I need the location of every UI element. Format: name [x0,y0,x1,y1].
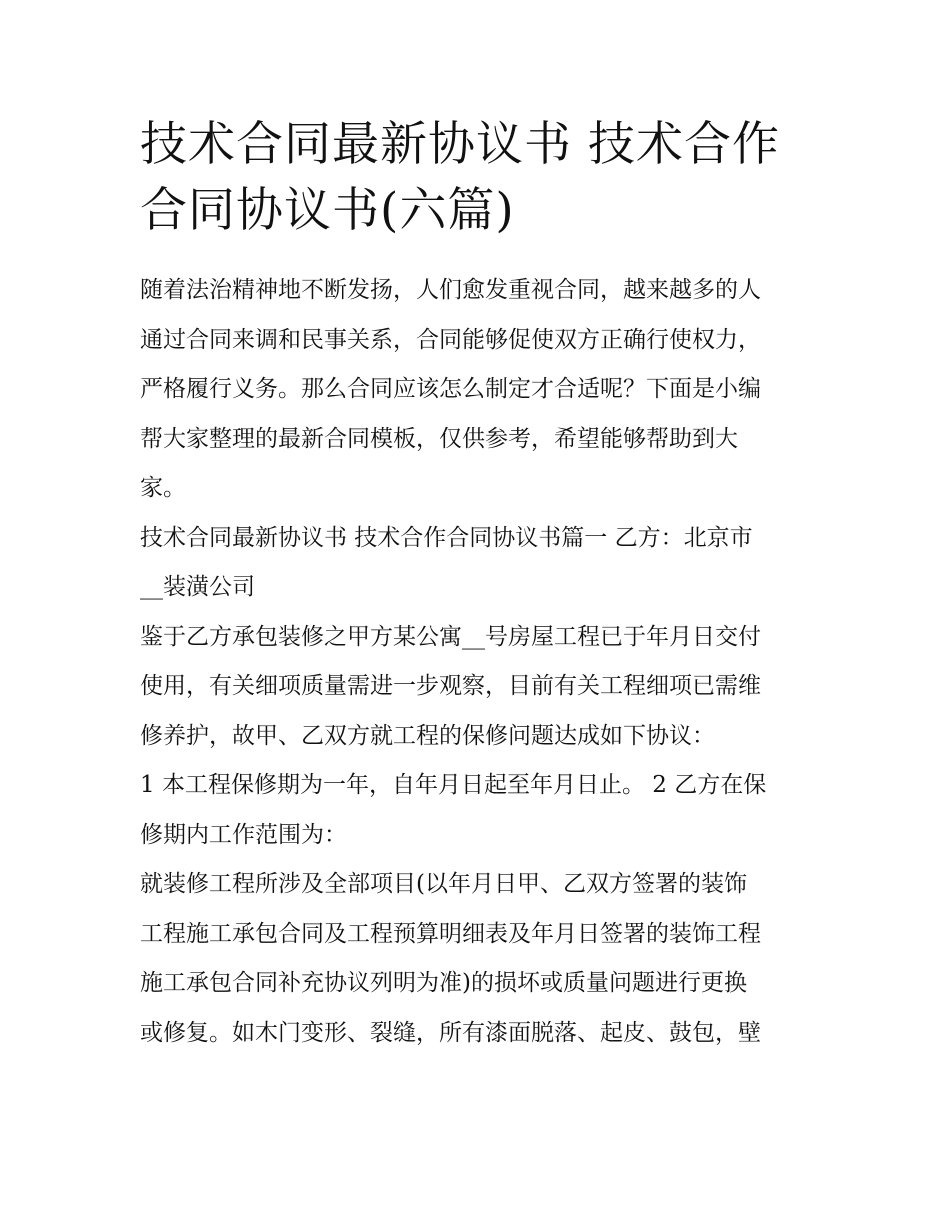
text-line: 帮大家整理的最新合同模板，仅供参考，希望能够帮助到大 [140,425,738,452]
title-line: 合同协议书(六篇) [140,183,515,238]
text-line: 或修复。如木门变形、裂缝，所有漆面脱落、起皮、鼓包，壁 [140,1019,761,1046]
text-line: 严格履行义务。那么合同应该怎么制定才合适呢？下面是小编 [140,376,761,402]
paragraph-scope [140,860,812,1058]
text-line: 就装修工程所涉及全部项目(以年月日甲、乙双方签署的装饰 [140,871,747,897]
text-line: 随着法治精神地不断发扬，人们愈发重视合同，越来越多的人 [140,277,761,303]
paragraph-intro [140,266,812,514]
text-line: 施工承包合同补充协议列明为准)的损坏或质量问题进行更换 [140,970,747,996]
text-line: 鉴于乙方承包装修之甲方某公寓__号房屋工程已于年月日交付 [140,623,761,650]
paragraph-section-heading [140,514,812,613]
text-line: 通过合同来调和民事关系，合同能够促使双方正确行使权力， [140,326,761,353]
document-title [140,112,812,244]
text-line: 技术合同最新协议书 技术合作合同协议书篇一 乙方：北京市 [140,524,753,551]
text-line: 修养护，故甲、乙双方就工程的保修问题达成如下协议： [140,722,715,749]
document-content [140,112,812,1058]
paragraph-preamble [140,613,812,762]
paragraph-clauses [140,761,812,860]
text-line: __装潢公司 [140,574,255,600]
text-line: 使用，有关细项质量需进一步观察，目前有关工程细项已需维 [140,673,761,699]
title-line: 技术合同最新协议书 技术合作 [140,117,780,172]
text-line: 修期内工作范围为： [140,821,347,848]
text-line: 家。 [140,475,186,501]
text-line: 工程施工承包合同及工程预算明细表及年月日签署的装饰工程 [140,920,761,947]
document-body [140,266,812,1058]
text-line: 1 本工程保修期为一年，自年月日起至年月日止。 2 乙方在保 [140,772,767,798]
